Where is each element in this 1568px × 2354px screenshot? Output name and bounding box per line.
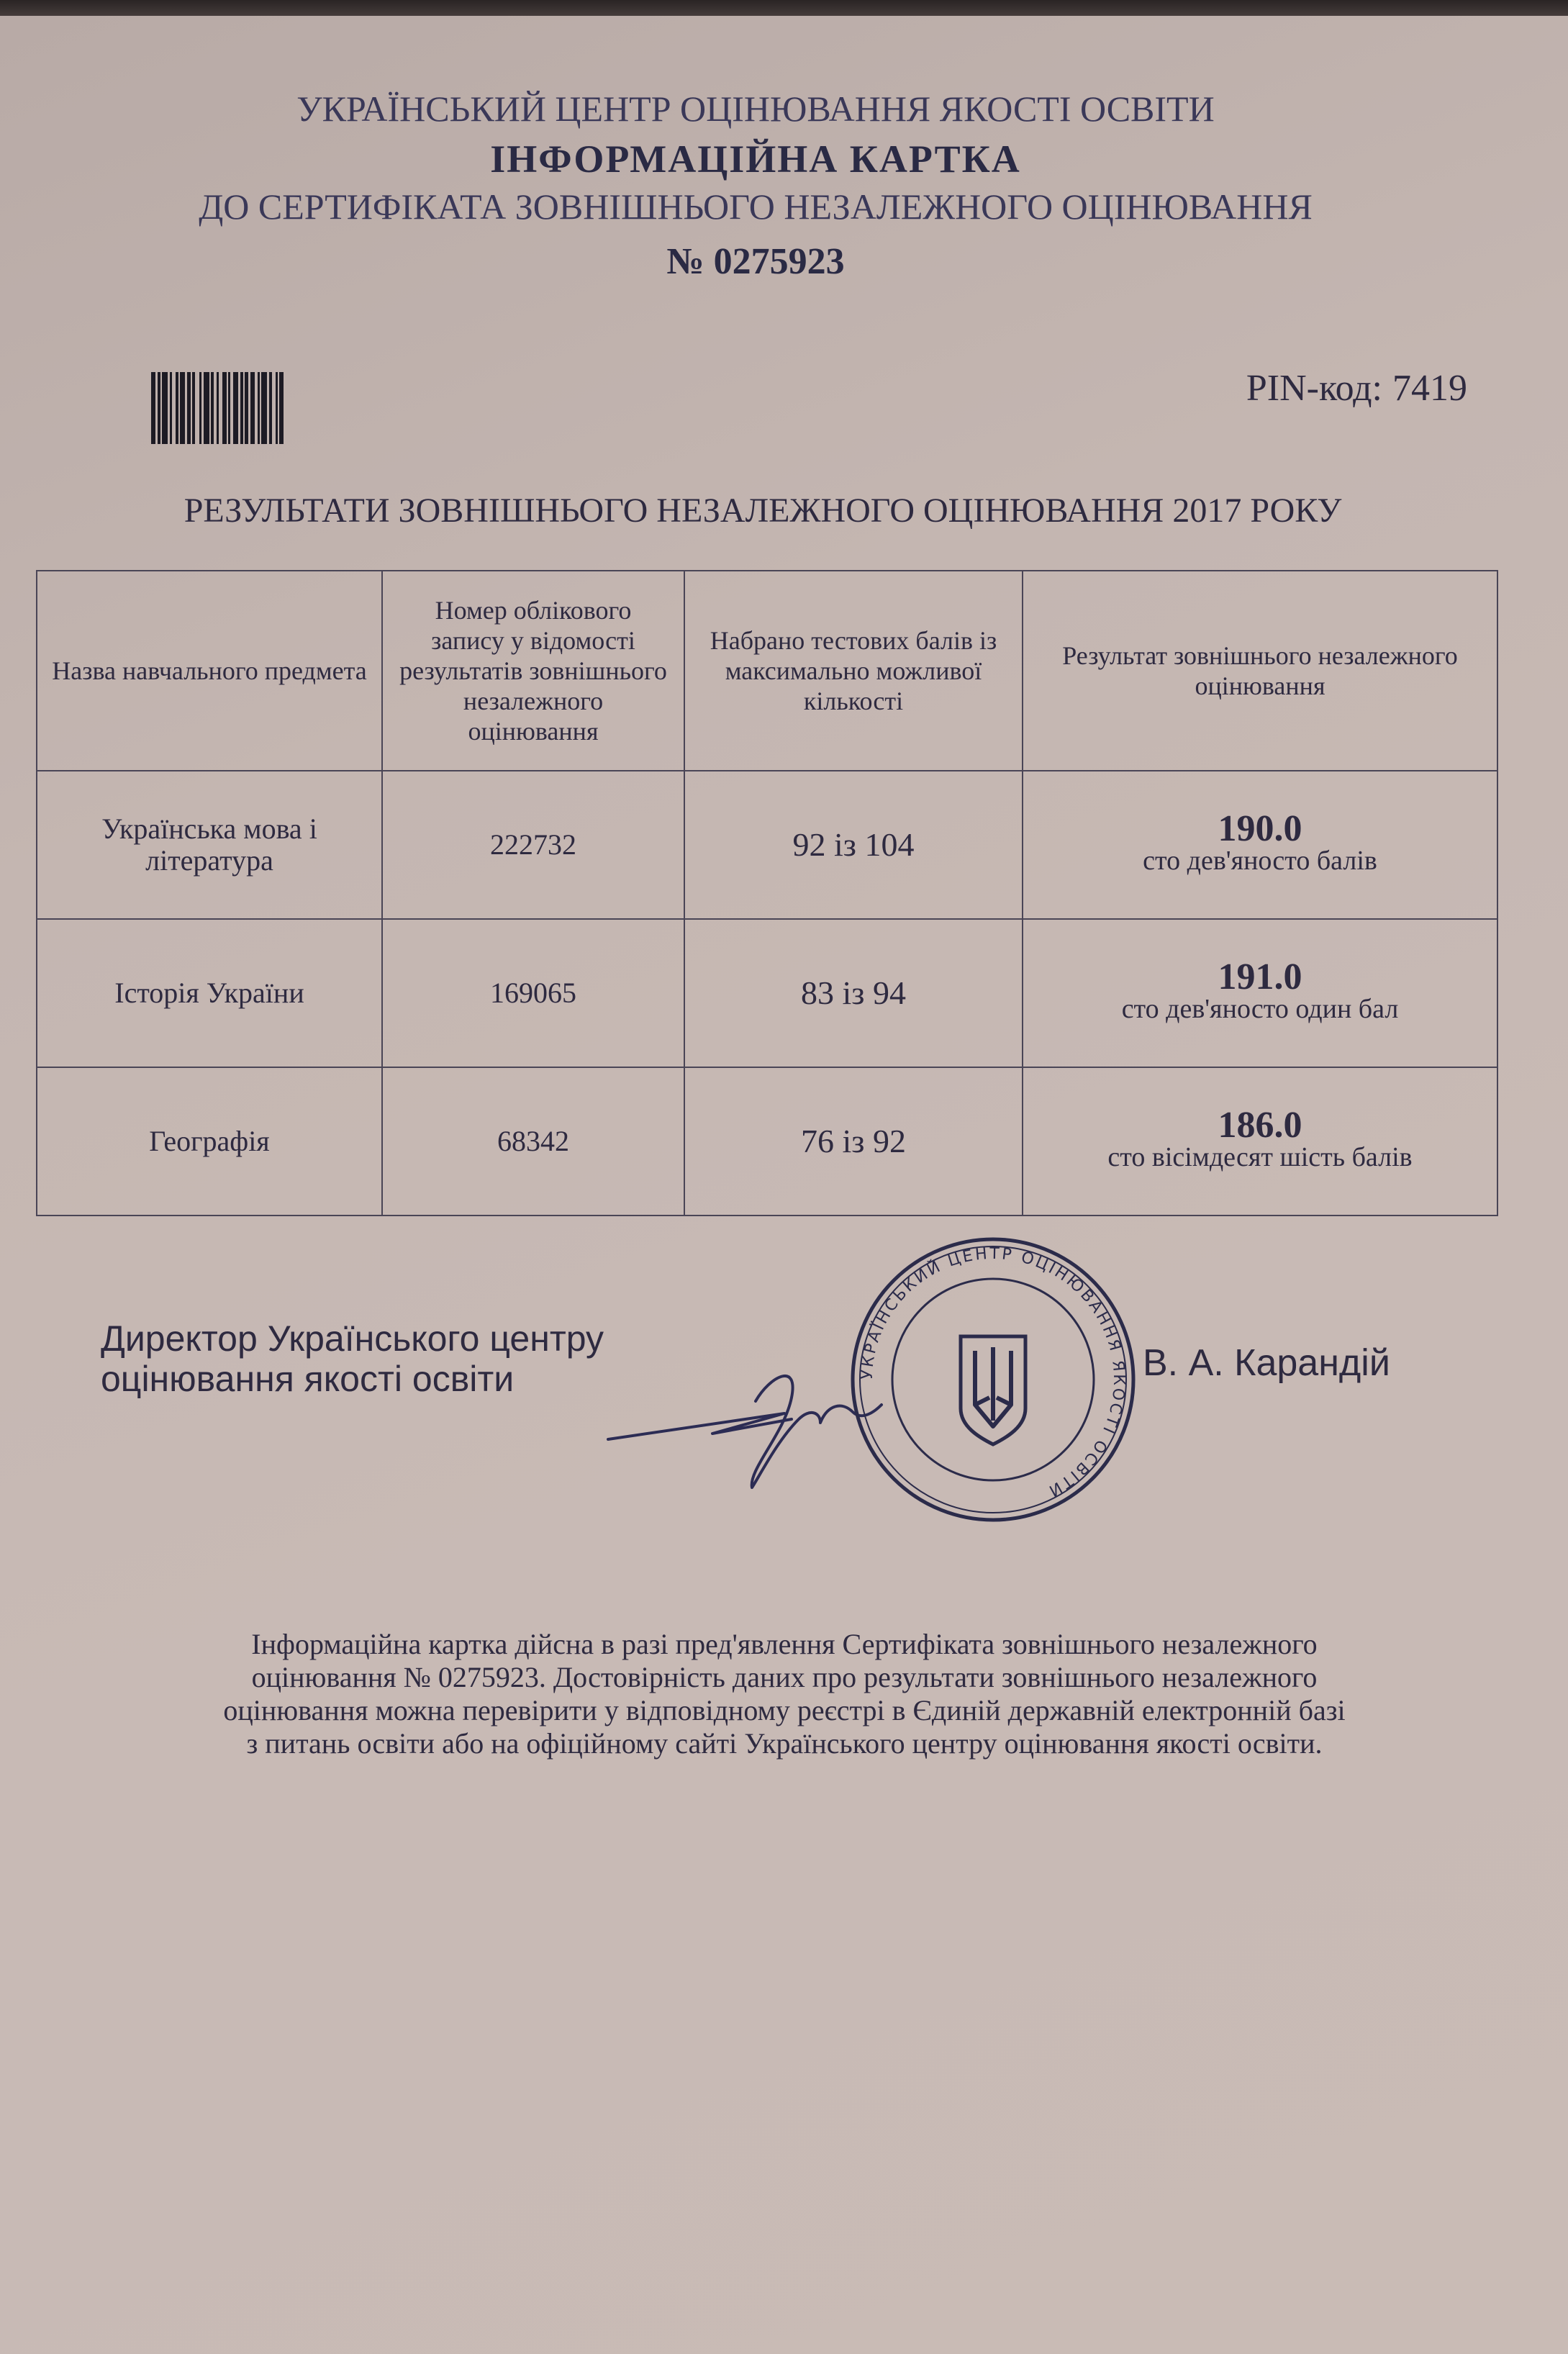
result-value: 190.0 bbox=[1218, 808, 1302, 849]
record-cell: 169065 bbox=[382, 919, 684, 1067]
header-record-number: Номер облікового запису у відомості результатів зовнішнього незалежного оцінювання bbox=[382, 571, 684, 771]
director-title-line2: оцінювання якості освіти bbox=[101, 1359, 515, 1399]
barcode-bar bbox=[284, 372, 286, 444]
score-cell: 83 із 94 bbox=[684, 919, 1023, 1067]
result-value: 191.0 bbox=[1218, 956, 1302, 997]
header-result: Результат зовнішнього незалежного оцінювання bbox=[1023, 571, 1497, 771]
card-title: ІНФОРМАЦІЙНА КАРТКА bbox=[490, 137, 1021, 181]
barcode-bar bbox=[180, 372, 185, 444]
result-words: сто дев'яносто балів bbox=[1143, 846, 1377, 876]
subject-cell: Українська мова і література bbox=[37, 771, 382, 919]
footer-line: оцінювання можна перевірити у відповідному реєстрі в Єдиній державній електронній базі bbox=[223, 1694, 1346, 1726]
table-header-row bbox=[37, 571, 1497, 771]
trident-emblem-icon bbox=[961, 1336, 1025, 1444]
table-row bbox=[37, 1067, 1497, 1216]
score-cell: 76 із 92 bbox=[684, 1067, 1023, 1216]
table-row bbox=[37, 771, 1497, 919]
pin-code-value: 7419 bbox=[1392, 368, 1467, 409]
record-cell: 222732 bbox=[382, 771, 684, 919]
certificate-card bbox=[0, 16, 1568, 2354]
result-cell bbox=[1023, 771, 1497, 919]
footer-line: оцінювання № 0275923. Достовірність даних про результати зовнішнього незалежного bbox=[251, 1661, 1318, 1693]
card-subtitle: ДО СЕРТИФІКАТА ЗОВНІШНЬОГО НЕЗАЛЕЖНОГО ОЦІНЮВАННЯ bbox=[199, 186, 1313, 227]
barcode-bar bbox=[204, 372, 209, 444]
footer-note bbox=[108, 1628, 1461, 1760]
result-value: 186.0 bbox=[1218, 1105, 1302, 1146]
result-words: сто вісімдесят шість балів bbox=[1107, 1142, 1413, 1172]
result-cell bbox=[1023, 1067, 1497, 1216]
director-title-line1: Директор Українського центру bbox=[101, 1318, 604, 1359]
certificate-number: № 0275923 bbox=[666, 241, 845, 282]
barcode-bar bbox=[261, 372, 267, 444]
results-title: РЕЗУЛЬТАТИ ЗОВНІШНЬОГО НЕЗАЛЕЖНОГО ОЦІНЮВАННЯ 2017 РОКУ bbox=[183, 492, 1342, 530]
record-cell: 68342 bbox=[382, 1067, 684, 1216]
barcode-bar bbox=[233, 372, 238, 444]
result-cell bbox=[1023, 919, 1497, 1067]
stamp-text: УКРАЇНСЬКИЙ ЦЕНТР ОЦІНЮВАННЯ ЯКОСТІ ОСВІТИ bbox=[858, 1244, 1128, 1500]
barcode-bar bbox=[162, 372, 168, 444]
header-subject: Назва навчального предмета bbox=[37, 571, 382, 771]
subject-cell: Історія України bbox=[37, 919, 382, 1067]
director-title bbox=[101, 1318, 604, 1399]
footer-line: з питань освіти або на офіційному сайті Українського центру оцінювання якості освіти. bbox=[246, 1727, 1323, 1760]
pin-code-label: PIN-код: bbox=[1246, 368, 1382, 409]
table-row bbox=[37, 919, 1497, 1067]
official-stamp bbox=[846, 1232, 1141, 1527]
header-test-score: Набрано тестових балів із максимально можливої кількості bbox=[684, 571, 1023, 771]
barcode bbox=[151, 372, 420, 444]
footer-line: Інформаційна картка дійсна в разі пред'явлення Сертифіката зовнішнього незалежного bbox=[251, 1628, 1318, 1660]
director-name: В. А. Карандій bbox=[1143, 1342, 1390, 1384]
subject-cell: Географія bbox=[37, 1067, 382, 1216]
results-table bbox=[36, 570, 1498, 1216]
score-cell: 92 із 104 bbox=[684, 771, 1023, 919]
org-name: УКРАЇНСЬКИЙ ЦЕНТР ОЦІНЮВАННЯ ЯКОСТІ ОСВІТИ bbox=[296, 89, 1215, 129]
pin-code bbox=[1246, 367, 1467, 409]
result-words: сто дев'яносто один бал bbox=[1121, 994, 1399, 1024]
